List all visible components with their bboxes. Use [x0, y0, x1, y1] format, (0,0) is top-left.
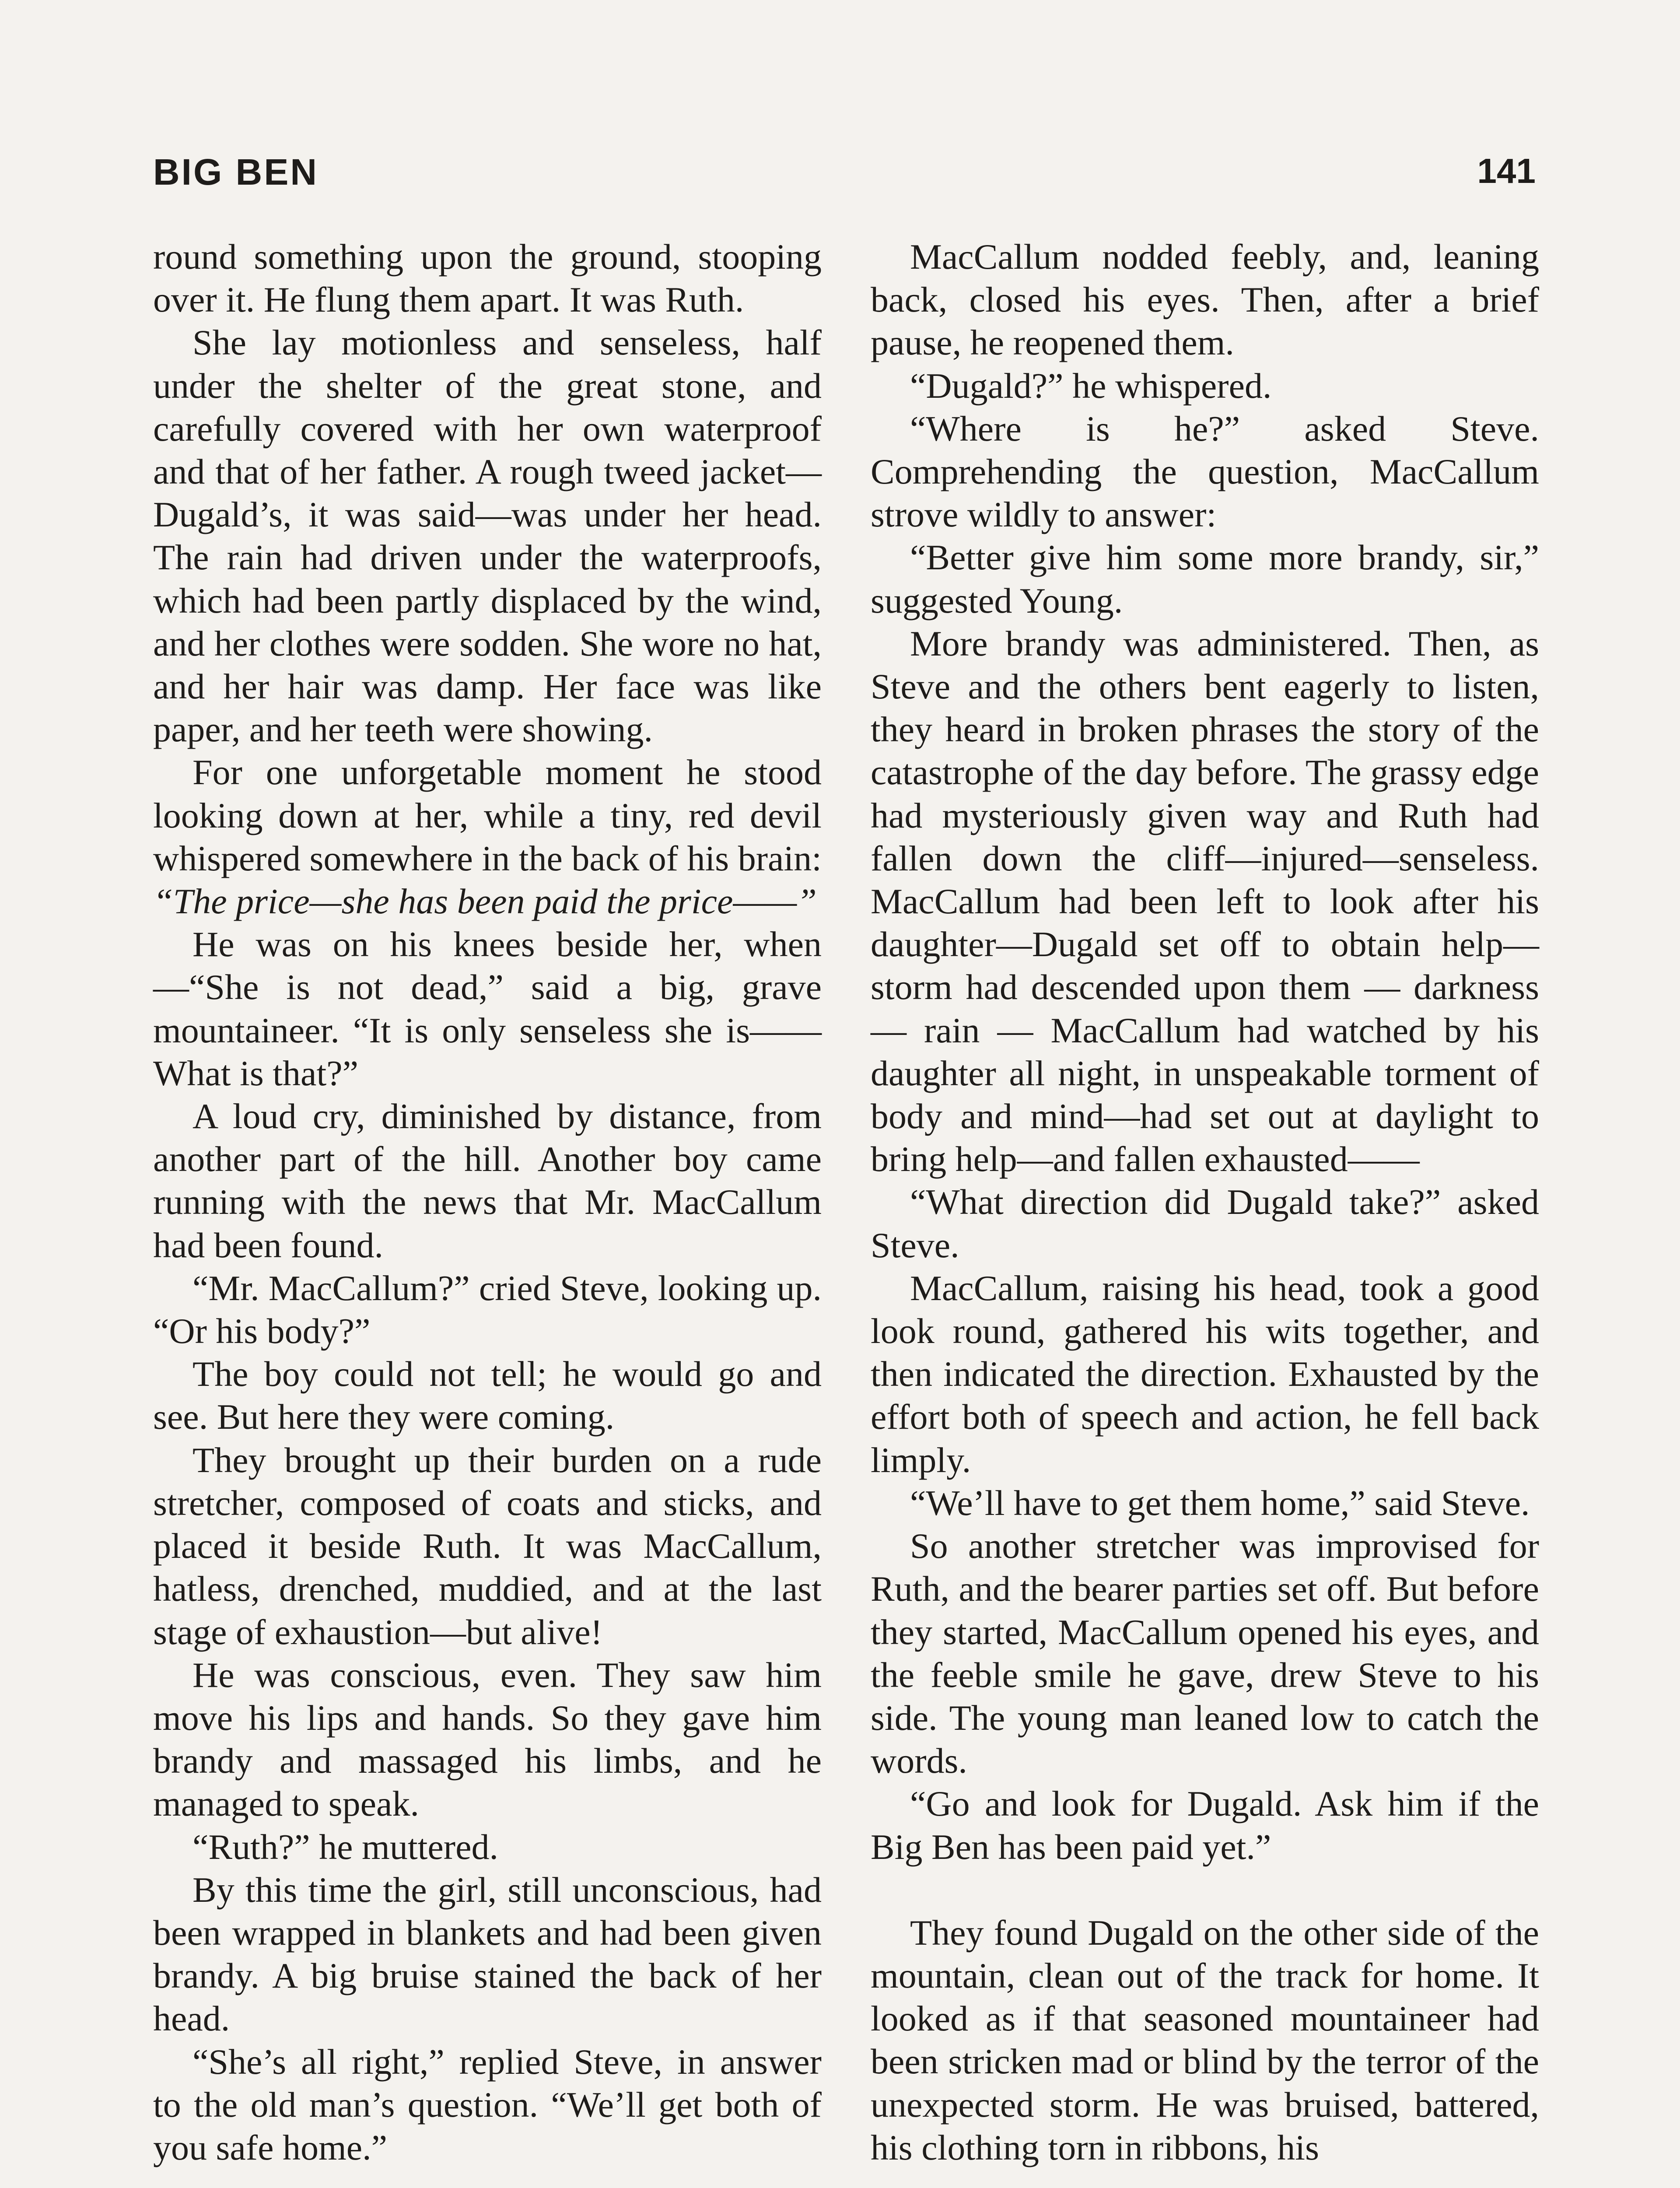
paragraph: By this time the girl, still unconscious, had been wrapped in blankets and had been given brandy. A big bruise stained the back of her head.	[153, 1869, 822, 2039]
running-head: BIG BEN	[153, 151, 319, 193]
paragraph: She lay motionless and senseless, half under the shelter of the great stone, and carefully covered with her own waterproof and that of her father. A rough tweed jacket—Dugald’s, it was said—was under her head. The rain had driven under the waterproofs, which had been partly displaced by the wind, and her clothes were sodden. She wore no hat, and her hair was damp. Her face was like paper, and her teeth were showing.	[153, 323, 822, 750]
paragraph: They brought up their burden on a rude stretcher, composed of coats and sticks, and placed it beside Ruth. It was MacCallum, hatless, drenched, muddied, and at the last stage of exhaustion—but alive!	[153, 1440, 822, 1652]
paragraph: MacCallum nodded feebly, and, leaning back, closed his eyes. Then, after a brief pause, he reopened them.	[871, 237, 1539, 363]
paragraph: round something upon the ground, stooping over it. He flung them apart. It was Ruth.	[153, 237, 822, 320]
paragraph: “What direction did Dugald take?” asked Steve.	[871, 1182, 1539, 1265]
paragraph: “Better give him some more brandy, sir,” suggested Young.	[871, 537, 1539, 621]
italic-quote: “The price—she has been paid the price——”	[153, 881, 817, 922]
page-number: 141	[1477, 151, 1536, 190]
paragraph: “We’ll have to get them home,” said Steve.	[910, 1483, 1530, 1523]
left-column	[153, 235, 822, 2169]
right-column	[871, 235, 1539, 2169]
paragraph: They found Dugald on the other side of the mountain, clean out of the track for home. It looked as if that seasoned mountaineer had been stricken mad or blind by the terror of the unexpected storm. He was bruised, battered, his clothing torn in ribbons, his	[871, 1912, 1539, 2167]
paragraph: “Dugald?” he whispered.	[910, 365, 1272, 406]
paragraph: So another stretcher was improvised for Ruth, and the bearer parties set off. But before they started, MacCallum opened his eyes, and the feeble smile he gave, drew Steve to his side. The young man leaned low to catch the words.	[871, 1526, 1539, 1781]
paragraph: MacCallum, raising his head, took a good look round, gathered his wits together, and then indicated the direction. Exhausted by the effort both of speech and action, he fell back limply.	[871, 1268, 1539, 1480]
paragraph: A loud cry, diminished by distance, from another part of the hill. Another boy came running with the news that Mr. MacCallum had been found.	[153, 1096, 822, 1265]
paragraph: “Where is he?” asked Steve. Comprehending the question, MacCallum strove wildly to answer:	[871, 408, 1539, 535]
paragraph: More brandy was administered. Then, as Steve and the others bent eagerly to listen, they heard in broken phrases the story of the catastrophe of the day before. The grassy edge had mysteriously given way and Ruth had fallen down the cliff—injured—senseless. MacCallum had been left to look after his daughter—Dugald set off to obtain help—storm had descended upon them — darkness — rain — MacCallum had watched by his daughter all night, in unspeakable torment of body and mind—had set out at daylight to bring help—and fallen exhausted——	[871, 623, 1539, 1179]
paragraph: “Go and look for Dugald. Ask him if the Big Ben has been paid yet.”	[871, 1784, 1539, 1867]
paragraph-text: For one unforgetable moment he stood looking down at her, while a tiny, red devil whispered somewhere in the back of his brain:	[153, 752, 822, 878]
page-header	[153, 151, 1536, 203]
paragraph: The boy could not tell; he would go and see. But here they were coming.	[153, 1354, 822, 1437]
paragraph: He was conscious, even. They saw him move his lips and hands. So they gave him brandy and massaged his limbs, and he managed to speak.	[153, 1655, 822, 1824]
paragraph: “She’s all right,” replied Steve, in answer to the old man’s question. “We’ll get both of you safe home.”	[153, 2041, 822, 2167]
paragraph: “Ruth?” he muttered.	[192, 1827, 499, 1867]
paragraph	[153, 751, 822, 923]
paragraph: He was on his knees beside her, when—“She is not dead,” said a big, grave mountaineer. “It is only senseless she is—— What is that?”	[153, 924, 822, 1093]
paragraph: “Mr. MacCallum?” cried Steve, looking up. “Or his body?”	[153, 1268, 822, 1351]
